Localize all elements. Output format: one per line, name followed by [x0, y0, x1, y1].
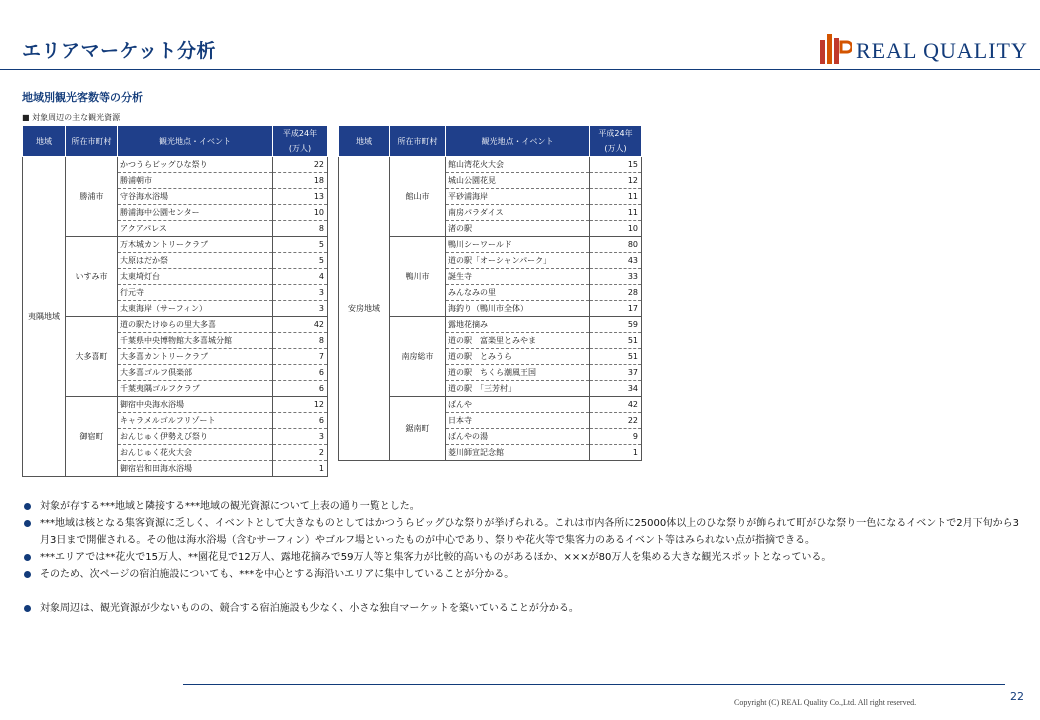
spot-cell: 万木城カントリークラブ — [118, 237, 273, 253]
spot-cell: 大多喜ゴルフ倶楽部 — [118, 365, 273, 381]
region-cell: 夷隅地域 — [23, 157, 66, 477]
table-row — [23, 157, 328, 173]
bullet-dot-icon — [24, 605, 31, 612]
bullet-item — [22, 498, 1022, 515]
visitors-cell: 11 — [590, 205, 642, 221]
city-cell: 大多喜町 — [66, 317, 118, 397]
visitors-cell: 51 — [590, 349, 642, 365]
spot-cell: 大原はだか祭 — [118, 253, 273, 269]
copyright-text: Copyright (C) REAL Quality Co.,Ltd. All right reserved. — [734, 698, 917, 707]
spot-cell: みんなみの里 — [446, 285, 590, 301]
spot-cell: 渚の駅 — [446, 221, 590, 237]
visitors-cell: 43 — [590, 253, 642, 269]
visitors-cell: 10 — [590, 221, 642, 237]
city-cell: いすみ市 — [66, 237, 118, 317]
visitors-cell: 5 — [273, 253, 328, 269]
visitors-cell: 42 — [273, 317, 328, 333]
visitors-cell: 28 — [590, 285, 642, 301]
spot-cell: 道の駅「オーシャンパーク」 — [446, 253, 590, 269]
visitors-cell: 33 — [590, 269, 642, 285]
bullet-dot-icon — [24, 571, 31, 578]
table-row — [339, 157, 642, 173]
header-divider — [0, 69, 1040, 70]
col-header-region: 地域 — [23, 126, 66, 157]
bullet-text: 対象が存する***地域と隣接する***地域の観光資源について上表の通り一覧とした。 — [40, 501, 420, 512]
spot-cell: おんじゅく伊勢えび祭り — [118, 429, 273, 445]
city-cell: 勝浦市 — [66, 157, 118, 237]
spot-cell: かつうらビッグひな祭り — [118, 157, 273, 173]
bullet-dot-icon — [24, 554, 31, 561]
spot-cell: 大多喜カントリークラブ — [118, 349, 273, 365]
analysis-notes — [22, 498, 1022, 617]
visitors-cell: 1 — [590, 445, 642, 461]
visitors-cell: 17 — [590, 301, 642, 317]
visitors-cell: 15 — [590, 157, 642, 173]
visitors-cell: 5 — [273, 237, 328, 253]
visitors-cell: 8 — [273, 221, 328, 237]
visitors-cell: 80 — [590, 237, 642, 253]
spot-cell: 館山湾花火大会 — [446, 157, 590, 173]
spot-cell: 露地花摘み — [446, 317, 590, 333]
spot-cell: 日本寺 — [446, 413, 590, 429]
spot-cell: 太東埼灯台 — [118, 269, 273, 285]
visitors-cell: 6 — [273, 413, 328, 429]
section-subtitle: 地域別観光客数等の分析 — [22, 91, 143, 104]
spot-cell: 誕生寺 — [446, 269, 590, 285]
col-header-region: 地域 — [339, 126, 390, 157]
spot-cell: 道の駅 富楽里とみやま — [446, 333, 590, 349]
page-number: 22 — [1010, 690, 1024, 703]
right-tourism-table — [338, 125, 642, 461]
spot-cell: 道の駅 ちくら潮風王国 — [446, 365, 590, 381]
bullet-dot-icon — [24, 520, 31, 527]
spot-cell: 城山公園花見 — [446, 173, 590, 189]
bullet-text: そのため、次ページの宿泊施設についても、***を中心とする海沿いエリアに集中していることが分かる。 — [40, 569, 515, 580]
spot-cell: 勝浦海中公園センター — [118, 205, 273, 221]
col-header-visitors — [590, 126, 642, 157]
bullet-dot-icon — [24, 503, 31, 510]
bullet-text: ***地域は核となる集客資源に乏しく、イベントとして大きなものとしてはかつうらビッグひな祭りが挙げられる。これは市内各所に25000体以上のひな祭りが飾られて町がひな祭り一色になるイベントで2月下旬から3月3日まで開催される。その他は海水浴場（含むサーフィン）やゴルフ場といったものが中心であり、祭りや花火等で集客力のあるイベント等はみられない点が指摘できる。 — [40, 518, 1019, 546]
bullet-item — [22, 566, 1022, 583]
table-caption: ■ 対象周辺の主な観光資源 — [22, 113, 121, 122]
bullet-item — [22, 600, 1022, 617]
visitors-cell: 7 — [273, 349, 328, 365]
spot-cell: ばんやの湯 — [446, 429, 590, 445]
spot-cell: 御宿岩和田海水浴場 — [118, 461, 273, 477]
col-header-spot: 観光地点・イベント — [446, 126, 590, 157]
visitors-cell: 4 — [273, 269, 328, 285]
visitors-cell: 10 — [273, 205, 328, 221]
visitors-cell: 18 — [273, 173, 328, 189]
page-title: エリアマーケット分析 — [22, 40, 217, 62]
visitors-cell: 22 — [273, 157, 328, 173]
col-header-city: 所在市町村 — [66, 126, 118, 157]
visitors-cell: 37 — [590, 365, 642, 381]
visitors-cell: 12 — [273, 397, 328, 413]
table-row — [23, 237, 328, 253]
spot-cell: 南房パラダイス — [446, 205, 590, 221]
visitors-cell: 3 — [273, 429, 328, 445]
spot-cell: キャラメルゴルフリゾート — [118, 413, 273, 429]
spot-cell: 平砂浦海岸 — [446, 189, 590, 205]
city-cell: 御宿町 — [66, 397, 118, 477]
visitors-cell: 42 — [590, 397, 642, 413]
spot-cell: 道の駅 「三芳村」 — [446, 381, 590, 397]
spot-cell: 千葉夷隅ゴルフクラブ — [118, 381, 273, 397]
logo-mark-icon — [818, 30, 852, 66]
visitors-cell: 9 — [590, 429, 642, 445]
bullet-item — [22, 549, 1022, 566]
visitors-cell: 34 — [590, 381, 642, 397]
spot-cell: 道の駅たけゆらの里大多喜 — [118, 317, 273, 333]
visitors-cell: 1 — [273, 461, 328, 477]
left-tourism-table — [22, 125, 328, 477]
visitors-cell: 2 — [273, 445, 328, 461]
col-header-spot: 観光地点・イベント — [118, 126, 273, 157]
table-row — [23, 397, 328, 413]
col-header-visitors-unit: (万人) — [288, 144, 312, 153]
spot-cell: 道の駅 とみうら — [446, 349, 590, 365]
spot-cell: おんじゅく花火大会 — [118, 445, 273, 461]
col-header-visitors-unit: (万人) — [604, 144, 627, 153]
city-cell: 南房総市 — [390, 317, 446, 397]
spot-cell: ばんや — [446, 397, 590, 413]
region-cell: 安房地域 — [339, 157, 390, 461]
bullet-text: ***エリアでは**花火で15万人、**園花見で12万人、露地花摘みで59万人等と集客力が比較的高いものがあるほか、×××が80万人を集める大きな観光スポットとなっている。 — [40, 552, 832, 563]
visitors-cell: 6 — [273, 365, 328, 381]
company-logo — [818, 30, 1028, 66]
col-header-visitors-year: 平成24年 — [282, 129, 318, 138]
spot-cell: 勝浦朝市 — [118, 173, 273, 189]
spot-cell: アクアパレス — [118, 221, 273, 237]
visitors-cell: 8 — [273, 333, 328, 349]
visitors-cell: 59 — [590, 317, 642, 333]
bullet-item — [22, 515, 1022, 549]
col-header-city: 所在市町村 — [390, 126, 446, 157]
city-cell: 館山市 — [390, 157, 446, 237]
spot-cell: 鴨川シーワールド — [446, 237, 590, 253]
col-header-visitors-year: 平成24年 — [598, 129, 633, 138]
footer-divider — [183, 684, 1005, 685]
logo-text: REAL QUALITY — [856, 38, 1028, 63]
visitors-cell: 3 — [273, 301, 328, 317]
spot-cell: 行元寺 — [118, 285, 273, 301]
spot-cell: 菱川師宣記念館 — [446, 445, 590, 461]
bullet-text: 対象周辺は、観光資源が少ないものの、競合する宿泊施設も少なく、小さな独自マーケットを築いていることが分かる。 — [40, 603, 579, 614]
visitors-cell: 13 — [273, 189, 328, 205]
visitors-cell: 11 — [590, 189, 642, 205]
visitors-cell: 12 — [590, 173, 642, 189]
visitors-cell: 6 — [273, 381, 328, 397]
visitors-cell: 22 — [590, 413, 642, 429]
spot-cell: 千葉県中央博物館大多喜城分館 — [118, 333, 273, 349]
col-header-visitors — [273, 126, 328, 157]
spot-cell: 守谷海水浴場 — [118, 189, 273, 205]
table-row — [23, 317, 328, 333]
city-cell: 鴨川市 — [390, 237, 446, 317]
visitors-cell: 51 — [590, 333, 642, 349]
visitors-cell: 3 — [273, 285, 328, 301]
city-cell: 鋸南町 — [390, 397, 446, 461]
spot-cell: 太東海岸（サーフィン） — [118, 301, 273, 317]
spot-cell: 海釣り（鴨川市全体） — [446, 301, 590, 317]
spot-cell: 御宿中央海水浴場 — [118, 397, 273, 413]
